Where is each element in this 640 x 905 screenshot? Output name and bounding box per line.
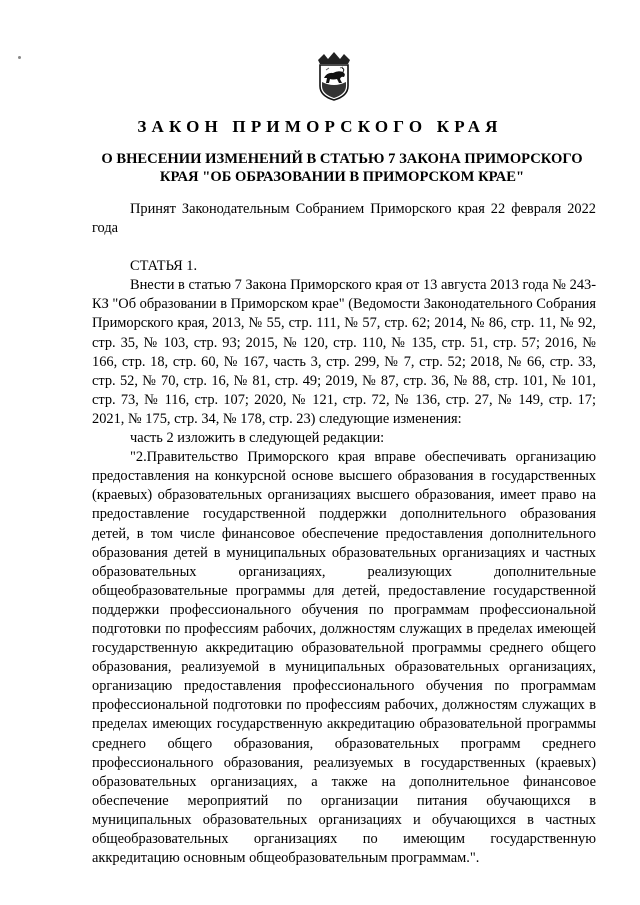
coat-of-arms-icon: [314, 50, 354, 102]
law-heading: О ВНЕСЕНИИ ИЗМЕНЕНИЙ В СТАТЬЮ 7 ЗАКОНА ПРИМОРСКОГО КРАЯ "ОБ ОБРАЗОВАНИИ В ПРИМОРСКОМ КРАЕ": [101, 151, 583, 185]
law-title: ЗАКОН ПРИМОРСКОГО КРАЯ: [137, 117, 503, 136]
scan-speck: [18, 56, 21, 59]
article-paragraph-2: часть 2 изложить в следующей редакции:: [130, 430, 385, 447]
article-label: СТАТЬЯ 1.: [130, 258, 198, 275]
article-paragraph-1: Внести в статью 7 Закона Приморского края от 13 августа 2013 года № 243-КЗ "Об образовании в Приморском крае" (Ведомости Законодательного Собрания Приморского края, 2013, № 55, стр. 111, № 57, стр. 62; 2014, № 86, стр. 11, № 92, стр. 35, № 103, стр. 93; 2015, № 120, стр. 110, № 135, стр. 51, стр. 57; 2016, № 166, стр. 18, стр. 60, № 167, часть 3, стр. 299, № 7, стр. 52; 2018, № 66, стр. 33, стр. 52, № 70, стр. 16, № 81, стр. 49; 2019, № 87, стр. 36, № 88, стр. 101, № 101, стр. 73, № 116, стр. 107; 2020, № 121, стр. 72, № 136, стр. 27, № 149, стр. 17; 2021, № 175, стр. 34, № 178, стр. 23) следующие изменения:: [92, 277, 596, 427]
adoption-line: Принят Законодательным Собранием Приморского края 22 февраля 2022 года: [92, 201, 596, 237]
article-paragraph-3: "2.Правительство Приморского края вправе обеспечивать организацию предоставления на конкурсной основе высшего образования в государственных (краевых) образовательных организациях высшего образования, имеет право на предоставление государственной поддержки дополнительного образования детей, в том числе финансовое обеспечение предоставления дополнительного образования детей в муниципальных образовательных организациях и частных образовательных организациях, реализующих дополнительные общеобразовательные программы для детей, предоставление государственной поддержки профессионального обучения по программам профессиональной подготовки по профессиям рабочих, должностям служащих в пределах имеющей государственную аккредитацию образовательной программы среднего общего образования, реализуемой в муниципальных образовательных организациях, организацию предоставления профессионального обучения по программам профессиональной подготовки по профессиям рабочих, должностям служащих в пределах имеющих государственную аккредитацию образовательной программы среднего общего образования, образовательных программ среднего профессионального образования, реализуемых в государственных (краевых) образовательных организациях, а также на дополнительное финансовое обеспечение мероприятий по организации питания обучающихся в муниципальных образовательных организациях и обучающихся в частных общеобразовательных организациях по имеющим государственную аккредитацию основным общеобразовательным программам.".: [92, 449, 596, 867]
document-body: [92, 200, 596, 868]
